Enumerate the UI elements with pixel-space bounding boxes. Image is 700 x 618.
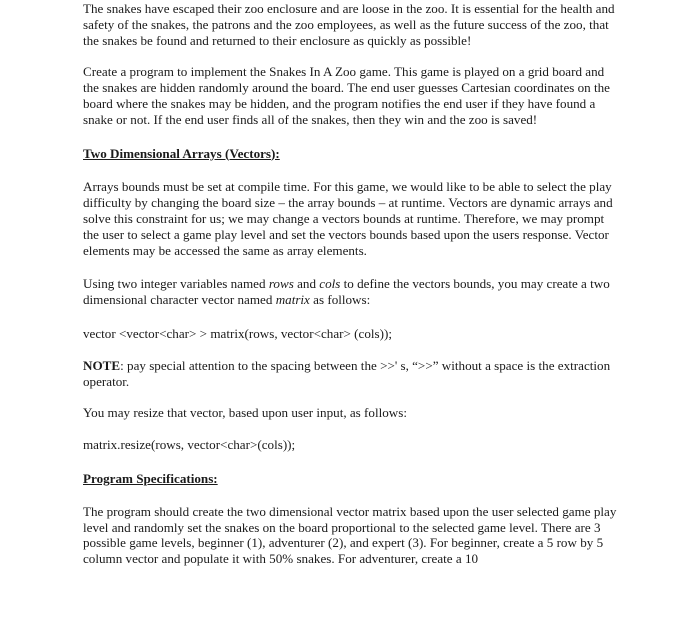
code-declaration: vector <vector<char> > matrix(rows, vector<char> (cols)); [83, 325, 392, 341]
code-resize: matrix.resize(rows, vector<char>(cols)); [83, 437, 296, 453]
using-text-3: to define the vectors bounds, you may create a two dimensional character vector named [83, 276, 610, 308]
cols-variable: cols [319, 276, 341, 292]
using-paragraph [83, 276, 623, 308]
note-label: NOTE [83, 357, 121, 373]
note-paragraph [83, 358, 623, 390]
resize-paragraph: You may resize that vector, based upon user input, as follows: [83, 405, 407, 421]
using-text-1: Using two integer variables named [83, 276, 269, 292]
intro-paragraph: The snakes have escaped their zoo enclosure and are loose in the zoo. It is essential for the health and safety of the snakes, the patrons and the zoo employees, as well as the future success of the zoo, that the snakes be found and returned to their enclosure as quickly as possible! [83, 1, 615, 48]
using-text-2: and [293, 276, 320, 292]
section-heading-arrays: Two Dimensional Arrays (Vectors): [83, 145, 280, 161]
document-page [83, 1, 623, 567]
arrays-paragraph: Arrays bounds must be set at compile time. For this game, we would like to be able to select the play difficulty by changing the board size – the array bounds – at runtime. Vectors are dynamic arrays and solve this constraint for us; we may change a vectors bounds at runtime. Therefore, we may prompt the user to select a game play level and set the vectors bounds based upon the users response. Vector elements may be accessed the same as array elements. [83, 179, 613, 258]
note-text: : pay special attention to the spacing between the >>' s, “>>” without a space is the extraction operator. [83, 357, 611, 389]
specs-paragraph: The program should create the two dimensional vector matrix based upon the user selected game play level and randomly set the snakes on the board proportional to the selected game level. There are 3 possible game levels, beginner (1), adventurer (2), and expert (3). For beginner, create a 5 row by 5 column vector and populate it with 50% snakes. For adventurer, create a 10 [83, 503, 617, 567]
using-text-4: as follows: [309, 292, 371, 308]
section-heading-specs: Program Specifications: [83, 470, 218, 486]
matrix-variable: matrix [275, 292, 310, 308]
rows-variable: rows [268, 276, 294, 292]
program-paragraph: Create a program to implement the Snakes In A Zoo game. This game is played on a grid board and the snakes are hidden randomly around the board. The end user guesses Cartesian coordinates on the board where the snakes may be hidden, and the program notifies the end user if they have found a snake or not. If the end user finds all of the snakes, then they win and the zoo is saved! [83, 64, 610, 127]
